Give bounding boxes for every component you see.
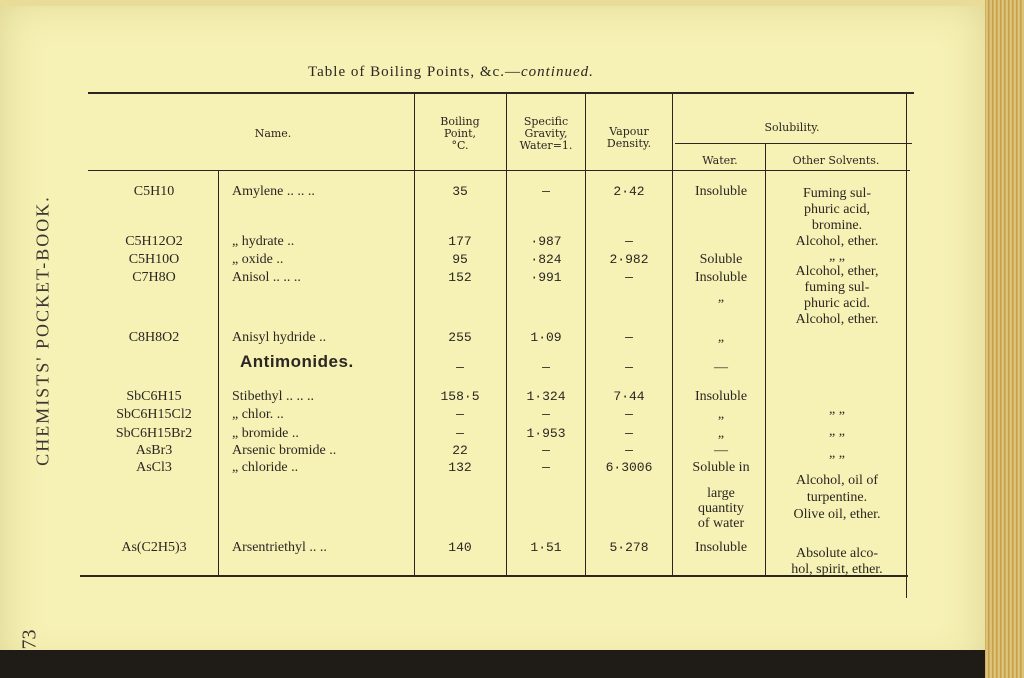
specific-gravity-cell: ·987 — [530, 234, 562, 249]
header-other-solvents: Other Solvents. — [792, 154, 880, 167]
water-solubility-cell: — — [714, 443, 728, 458]
water-solubility-cell: „ — [717, 330, 725, 345]
table-top-rule — [88, 92, 914, 94]
header-boiling-line-3: °C. — [451, 139, 469, 152]
boiling-point-cell: 152 — [448, 270, 472, 285]
formula-cell: AsCl3 — [136, 460, 172, 475]
name-cell: „ oxide .. — [232, 252, 284, 267]
header-boiling-point — [416, 116, 504, 152]
vapour-density-cell: 6·3006 — [605, 460, 653, 475]
water-solubility-cell: Insoluble — [694, 389, 748, 404]
title-main: Table of Boiling Points, &c.— — [308, 64, 521, 80]
vapour-density-cell: — — [625, 407, 633, 422]
other-line: phuric acid. — [803, 296, 871, 311]
header-name: Name. — [254, 127, 292, 140]
other-ditto-1: „ „ — [829, 402, 845, 417]
specific-gravity-cell: 1·324 — [526, 389, 566, 404]
water-extra — [675, 486, 767, 531]
other-ditto-2: „ „ — [829, 424, 845, 439]
header-bottom-rule — [88, 170, 910, 171]
header-boiling-line-2: Point, — [443, 127, 477, 140]
name-cell: „ bromide .. — [232, 426, 299, 441]
col-rule-4 — [585, 94, 586, 576]
page-edges — [985, 0, 1024, 678]
formula-cell: C5H10O — [128, 252, 180, 267]
name-cell: „ chlor. .. — [232, 407, 284, 422]
other-line: Alcohol, ether. — [795, 312, 879, 327]
specific-gravity-cell: — — [542, 407, 550, 422]
other-line: turpentine. — [806, 490, 868, 505]
header-solubility: Solubility. — [764, 121, 820, 134]
other-line: Olive oil, ether. — [793, 507, 881, 522]
header-gravity-line-1: Specific — [523, 115, 569, 128]
boiling-point-cell: 177 — [448, 234, 472, 249]
page-top-edge — [0, 0, 985, 6]
water-solubility-cell: „ — [717, 426, 725, 441]
other-solvents-column — [768, 186, 906, 328]
formula-cell: SbC6H15Cl2 — [116, 407, 192, 422]
water-extra-line: quantity — [698, 501, 744, 516]
running-head-text: CHEMISTS' POCKET-BOOK. — [32, 195, 53, 466]
other-line: Alcohol, ether, — [795, 264, 879, 279]
vapour-density-cell: — — [625, 234, 633, 249]
name-cell: Anisyl hydride .. — [232, 330, 327, 345]
header-boiling-line-1: Boiling — [440, 115, 480, 128]
other-line: hol, spirit, ether. — [791, 562, 883, 577]
vapour-density-cell: — — [625, 443, 633, 458]
specific-gravity-cell: — — [542, 184, 550, 199]
other-line: Absolute alco- — [795, 546, 879, 561]
water-solubility-cell: „ — [717, 290, 725, 305]
name-cell: Antimonides. — [240, 352, 354, 371]
col-rule-1 — [218, 170, 219, 576]
formula-cell: SbC6H15 — [126, 389, 182, 404]
boiling-point-cell: 22 — [452, 443, 468, 458]
water-solubility-cell: Soluble in — [692, 460, 750, 475]
specific-gravity-cell: — — [542, 443, 550, 458]
running-head — [28, 170, 58, 500]
vapour-density-cell: 5·278 — [609, 540, 649, 555]
header-gravity-line-2: Gravity, — [524, 127, 568, 140]
specific-gravity-cell: 1·953 — [526, 426, 566, 441]
page-title — [308, 64, 594, 81]
header-water: Water. — [702, 154, 738, 167]
water-extra-line: large — [707, 486, 735, 501]
vapour-density-cell: — — [625, 270, 633, 285]
header-vapour-line-2: Density. — [606, 137, 652, 150]
other-solvents-arsentriethyl — [768, 546, 906, 578]
formula-cell: C8H8O2 — [128, 330, 180, 345]
col-rule-5 — [672, 94, 673, 576]
solubility-sub-rule — [675, 143, 912, 144]
other-line: Alcohol, ether. — [795, 234, 879, 249]
header-specific-gravity — [508, 116, 584, 152]
water-solubility-cell: Insoluble — [694, 184, 748, 199]
water-solubility-cell: Soluble — [699, 252, 743, 267]
name-cell: Stibethyl .. .. .. — [232, 389, 315, 404]
boiling-point-cell: 140 — [448, 540, 472, 555]
header-vapour-line-1: Vapour — [609, 125, 649, 138]
boiling-point-cell: — — [456, 360, 464, 375]
other-line: Fuming sul- — [802, 186, 872, 201]
boiling-point-cell: 132 — [448, 460, 472, 475]
water-solubility-cell: — — [714, 360, 728, 375]
other-solvents-arsenic — [768, 472, 906, 523]
name-cell: Arsentriethyl .. .. — [232, 540, 327, 555]
boiling-point-cell: — — [456, 407, 464, 422]
specific-gravity-cell: ·824 — [530, 252, 562, 267]
other-line: „ „ — [829, 249, 845, 264]
col-rule-2 — [414, 94, 415, 576]
formula-cell: C5H12O2 — [125, 234, 183, 249]
name-cell: Anisol .. .. .. — [232, 270, 301, 285]
title-continued: continued. — [520, 64, 594, 80]
other-line: phuric acid, — [803, 202, 871, 217]
formula-cell: SbC6H15Br2 — [115, 426, 193, 441]
vapour-density-cell: — — [625, 330, 633, 345]
formula-cell: C7H8O — [132, 270, 176, 285]
col-rule-3 — [506, 94, 507, 576]
specific-gravity-cell: 1·09 — [530, 330, 562, 345]
vapour-density-cell: — — [625, 426, 633, 441]
name-cell: Arsenic bromide .. — [232, 443, 337, 458]
boiling-point-cell: 255 — [448, 330, 472, 345]
specific-gravity-cell: — — [542, 360, 550, 375]
other-line: fuming sul- — [804, 280, 870, 295]
page-number-text: 73 — [18, 629, 41, 650]
vapour-density-cell: 2·982 — [609, 252, 649, 267]
boiling-point-cell: — — [456, 426, 464, 441]
formula-cell: As(C2H5)3 — [121, 540, 187, 555]
water-solubility-cell: „ — [717, 407, 725, 422]
boiling-point-cell: 95 — [452, 252, 468, 267]
vapour-density-cell: — — [625, 360, 633, 375]
vapour-density-cell: 7·44 — [613, 389, 645, 404]
col-rule-7 — [906, 94, 907, 598]
book-bottom-edge — [0, 650, 985, 678]
specific-gravity-cell: ·991 — [530, 270, 562, 285]
specific-gravity-cell: 1·51 — [530, 540, 562, 555]
water-solubility-cell: Insoluble — [694, 540, 748, 555]
formula-cell: C5H10 — [133, 184, 175, 199]
boiling-point-cell: 35 — [452, 184, 468, 199]
header-vapour-density — [587, 126, 671, 150]
specific-gravity-cell: — — [542, 460, 550, 475]
name-cell: „ chloride .. — [232, 460, 299, 475]
other-line: Alcohol, oil of — [795, 473, 879, 488]
other-line: bromine. — [811, 218, 863, 233]
name-cell: „ hydrate .. — [232, 234, 295, 249]
vapour-density-cell: 2·42 — [613, 184, 645, 199]
formula-cell: AsBr3 — [135, 443, 173, 458]
name-cell: Amylene .. .. .. — [232, 184, 315, 199]
header-gravity-line-3: Water=1. — [519, 139, 573, 152]
other-ditto-3: „ „ — [829, 446, 845, 461]
water-solubility-cell: Insoluble — [694, 270, 748, 285]
water-extra-line: of water — [697, 516, 745, 531]
boiling-point-cell: 158·5 — [440, 389, 480, 404]
